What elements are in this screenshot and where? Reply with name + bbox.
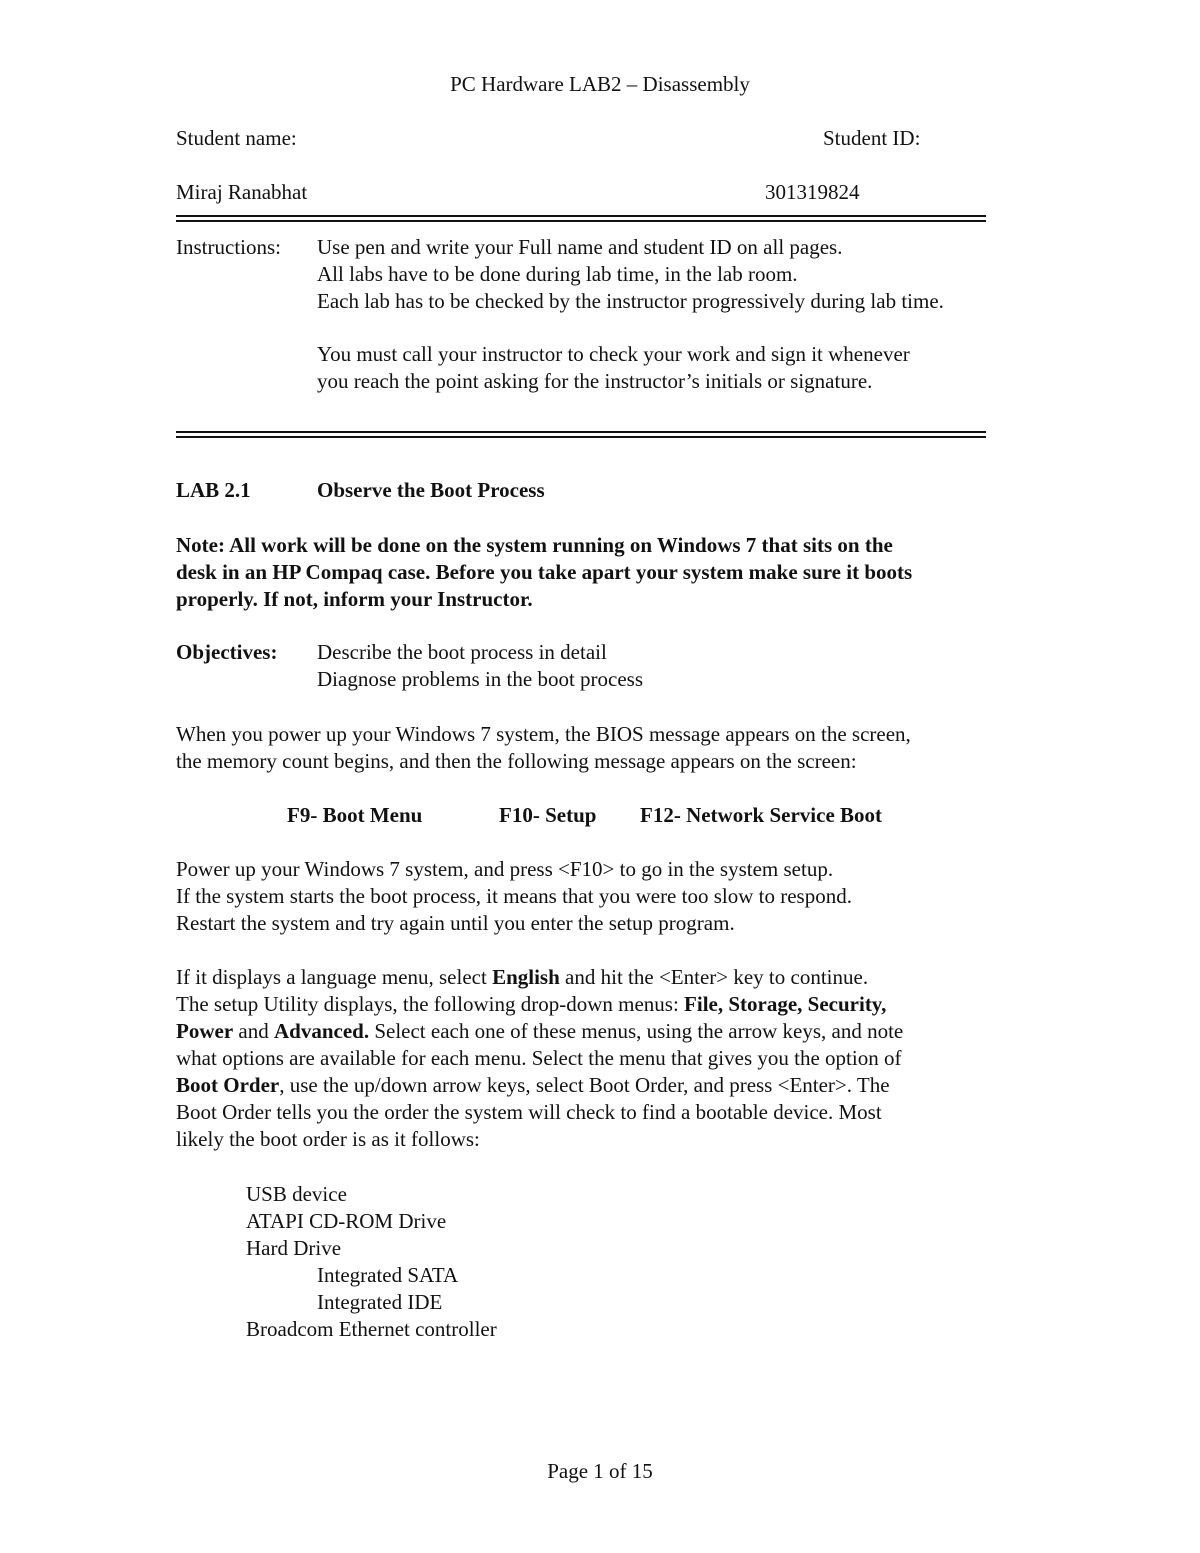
- boot-key-f10: F10- Setup: [499, 803, 597, 827]
- objectives-list: [317, 639, 643, 693]
- paragraph-line: The setup Utility displays, the following drop-down menus: File, Storage, Security,: [176, 992, 887, 1016]
- student-id-label: Student ID:: [823, 126, 921, 150]
- objectives-label: Objectives:: [176, 640, 278, 664]
- double-rule-top: [176, 215, 986, 222]
- boot-key-f12: F12- Network Service Boot: [640, 803, 883, 827]
- boot-order-item: USB device: [246, 1182, 347, 1206]
- instruction-line: you reach the point asking for the instructor’s initials or signature.: [317, 369, 873, 393]
- boot-order-item: Broadcom Ethernet controller: [246, 1317, 497, 1341]
- instructions-list: [317, 234, 944, 315]
- paragraph-line: When you power up your Windows 7 system, the BIOS message appears on the screen,: [176, 722, 911, 746]
- boot-order-subitem: Integrated SATA: [317, 1263, 459, 1287]
- paragraph-line: Power and Advanced. Select each one of these menus, using the arrow keys, and note: [176, 1019, 904, 1043]
- double-rule-bottom: [176, 431, 986, 438]
- page-number: Page 1 of 15: [547, 1459, 653, 1483]
- paragraph-line: what options are available for each menu. Select the menu that gives you the option of: [176, 1046, 902, 1070]
- document-title: PC Hardware LAB2 – Disassembly: [450, 72, 750, 96]
- paragraph-line: Boot Order tells you the order the system will check to find a bootable device. Most: [176, 1100, 882, 1124]
- objective-item: Describe the boot process in detail: [317, 640, 607, 664]
- instruction-line: Each lab has to be checked by the instructor progressively during lab time.: [317, 289, 944, 313]
- lab-title: Observe the Boot Process: [317, 478, 545, 502]
- paragraph-line: If it displays a language menu, select English and hit the <Enter> key to continue.: [176, 965, 869, 989]
- instructions-list-2: [317, 341, 910, 395]
- instruction-line: Use pen and write your Full name and student ID on all pages.: [317, 235, 843, 259]
- boot-order-item: ATAPI CD-ROM Drive: [246, 1209, 447, 1233]
- instruction-line: All labs have to be done during lab time, in the lab room.: [317, 262, 798, 286]
- objective-item: Diagnose problems in the boot process: [317, 667, 644, 691]
- paragraph-power-up: [176, 721, 911, 775]
- note-line: desk in an HP Compaq case. Before you take apart your system make sure it boots: [176, 560, 913, 584]
- paragraph-line: Power up your Windows 7 system, and press <F10> to go in the system setup.: [176, 857, 834, 881]
- student-name-label: Student name:: [176, 126, 297, 150]
- paragraph-line: the memory count begins, and then the following message appears on the screen:: [176, 749, 857, 773]
- paragraph-menus: [176, 964, 903, 1153]
- boot-key-f9: F9- Boot Menu: [287, 803, 423, 827]
- student-name-value: Miraj Ranabhat: [176, 180, 308, 204]
- student-id-value: 301319824: [765, 180, 860, 204]
- paragraph-setup: [176, 856, 852, 937]
- instructions-label: Instructions:: [176, 235, 281, 259]
- paragraph-line: Restart the system and try again until you enter the setup program.: [176, 911, 735, 935]
- paragraph-line: If the system starts the boot process, it means that you were too slow to respond.: [176, 884, 852, 908]
- instruction-line: You must call your instructor to check your work and sign it whenever: [317, 342, 910, 366]
- paragraph-line: likely the boot order is as it follows:: [176, 1127, 480, 1151]
- note-line: Note: All work will be done on the system running on Windows 7 that sits on the: [176, 533, 893, 557]
- paragraph-line: Boot Order, use the up/down arrow keys, select Boot Order, and press <Enter>. The: [176, 1073, 890, 1097]
- lab-number: LAB 2.1: [176, 478, 251, 502]
- boot-order-list: [246, 1181, 497, 1343]
- boot-order-subitem: Integrated IDE: [317, 1290, 443, 1314]
- lab-note: [176, 532, 912, 613]
- boot-order-item: Hard Drive: [246, 1236, 342, 1260]
- note-line: properly. If not, inform your Instructor.: [176, 587, 533, 611]
